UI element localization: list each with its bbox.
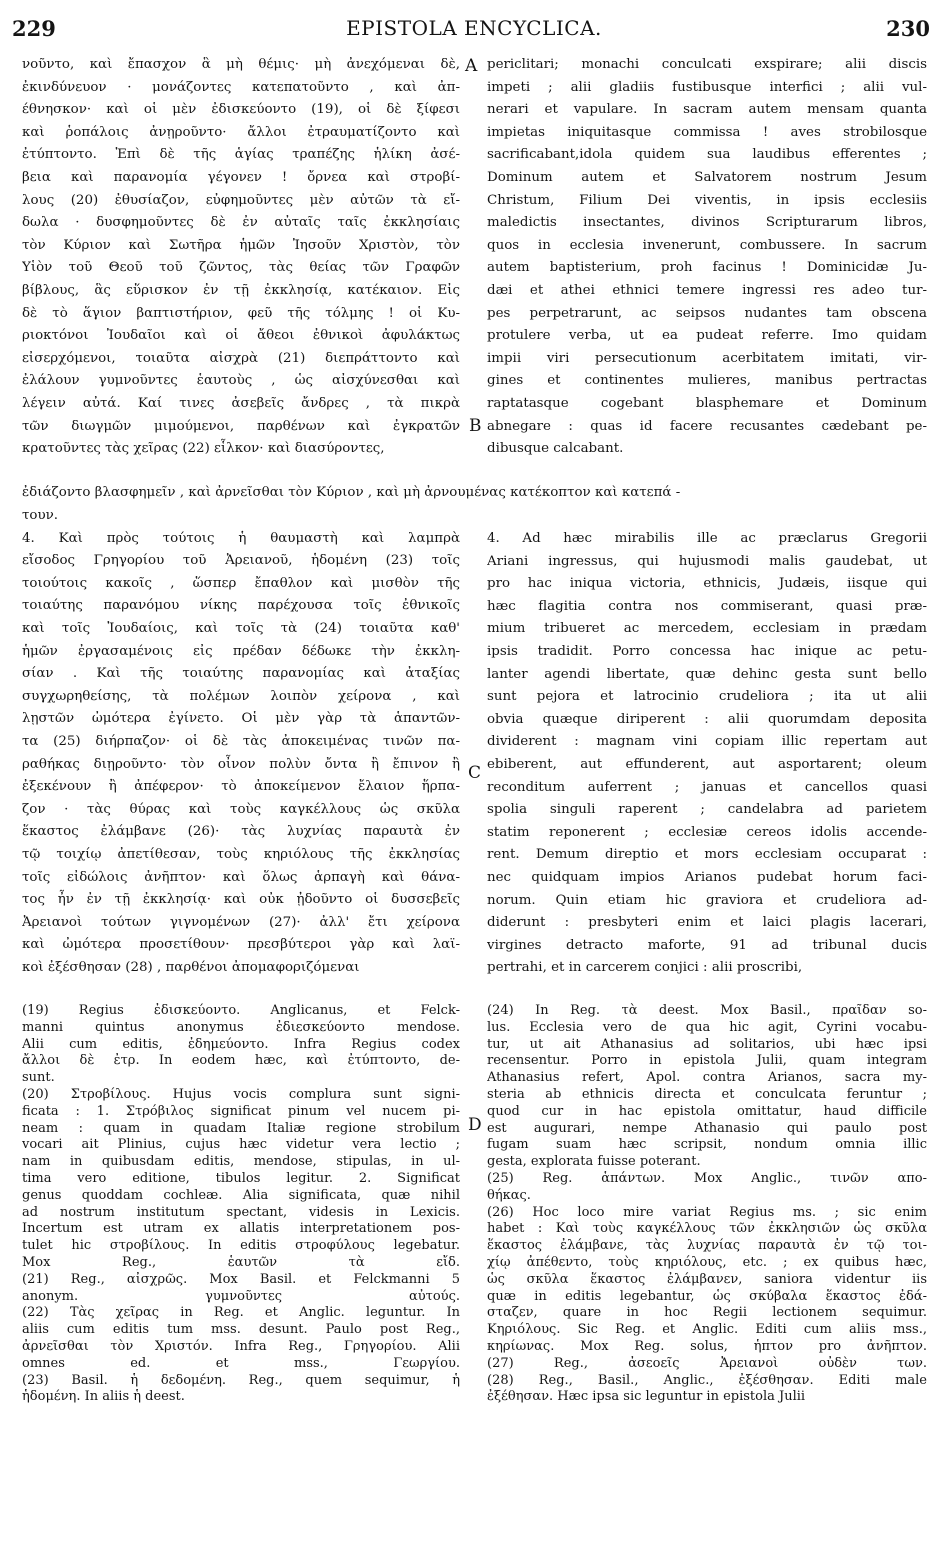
latin-text-line: rent. Demum direptio et mors ecclesiam occuparat :: [487, 847, 927, 863]
latin-text-line: impeti ; alii gladiis fustibusque interfici ; alii vul-: [487, 79, 927, 95]
latin-text-line: raptatasque cogebant blasphemare et Dominum: [487, 395, 927, 411]
latin-text-line: impietas iniquitasque commissa ! aves strobilosque: [487, 124, 927, 140]
greek-text-line: τοιούτοις κακοῖς , ὥσπερ ἔπαθλον καὶ μισθὸν τῆς: [22, 575, 460, 591]
latin-text-line: Ariani ingressus, qui hujusmodi malis gaudebat, ut: [487, 553, 927, 569]
greek-text-line: καὶ ῥοπάλοις ἀνῃροῦντο· ἄλλοι ἐτραυματίζοντο καὶ: [22, 124, 460, 140]
greek-text-line: καὶ τοῖς Ἰουδαίοις, καὶ τοῖς τὰ (24) τοιαῦτα καθ': [22, 620, 460, 636]
latin-text-line: Dominum autem et Salvatorem nostrum Jesum: [487, 169, 927, 185]
latin-text-line: dividerent : magnam vini copiam illic repertam aut: [487, 734, 927, 750]
footnote-line: sunt.: [22, 1070, 55, 1086]
latin-text-line: protulere verba, ut ea pudeat referre. Imo quidam: [487, 328, 927, 344]
footnote-line: habet : Καὶ τοὺς καγκέλλους τῶν ἐκκλησιῶν ὡς σκῦλα: [487, 1221, 927, 1237]
margin-marker-b: B: [469, 416, 482, 436]
latin-text-line: autem baptisterium, proh facinus ! Dominicidæ Ju-: [487, 260, 927, 276]
footnote-line: (27) Reg., ἀσεοεῖς Ἀρειανοὶ οὐδὲν των.: [487, 1355, 927, 1371]
footnote-line: ὡς σκῦλα ἕκαστος ἐλάμβανεν, saniora videntur iis: [487, 1271, 927, 1287]
footnotes-left: [22, 1003, 460, 1406]
latin-text-line: statim reponerent ; ecclesiæ cereos idolis accende-: [487, 824, 927, 840]
latin-text-line: obvia quæque diriperent : alii quorumdam deposita: [487, 711, 927, 727]
footnote-line: (24) In Reg. τὰ deest. Mox Basil., πραῖδαν so-: [487, 1003, 927, 1018]
latin-text-line: lanter agendi libertate, quæ dehinc gesta sunt bello: [487, 666, 927, 682]
footnote-line: ἡδομένη. In aliis ἡ deest.: [22, 1389, 185, 1405]
footnote-line: fugam suam hæc scripsit, nondum omnia illic: [487, 1137, 927, 1153]
latin-text-line: dibusque calcabant.: [487, 441, 624, 457]
greek-text-line: έθνησκον· καὶ οἱ μὲν ἐδισκεύοντο (19), οἱ δὲ ξίφεσι: [22, 102, 460, 118]
footnote-line: χίῳ ἀπέθεντο, τοὺς κηριόλους, etc. ; ex quibus hæc,: [487, 1254, 927, 1270]
greek-text-line: Υἱὸν τοῦ Θεοῦ τοῦ ζῶντος, τὰς θείας τῶν Γραφῶν: [22, 260, 460, 276]
latin-text-line: periclitari; monachi conculcati exspirare; alii discis: [487, 57, 927, 72]
greek-text-line: τος ἦν ἐν τῇ ἐκκλησίᾳ· καὶ οὐκ ᾐδοῦντο οἱ δυσσεβεῖς: [22, 892, 460, 908]
footnote-line: (23) Basil. ἡ δεδομένη. Reg., quem sequimur, ἡ: [22, 1372, 460, 1388]
greek-text-line: δὲ τὸ ἅγιον βαπτιστήριον, φεῦ τῆς τόλμης ! οἱ Κυ-: [22, 305, 460, 321]
footnote-line: Incertum est utram ex allatis interpretationem pos-: [22, 1221, 460, 1237]
greek-text-line: ριοκτόνοι Ἰουδαῖοι καὶ οἱ ἄθεοι ἐθνικοὶ ἀφυλάκτως: [22, 328, 460, 344]
greek-text-line: ἐτύπτοντο. Ἐπὶ δὲ τῆς ἁγίας τραπέζης ἡλίκη ἀσέ-: [22, 147, 460, 163]
latin-text-line: mium tribueret ac mercedem, ecclesiam in prædam: [487, 621, 927, 637]
greek-text-line: λέγειν αὐτά. Καί τινες ἀσεβεῖς ἄνδρες , τὰ πικρὰ: [22, 395, 460, 411]
footnote-line: tima vero editione, tibulos legitur. 2. Significat: [22, 1170, 460, 1186]
greek-text-line: εἰσερχόμενοι, τοιαῦτα αἰσχρὰ (21) διεπράττοντο καὶ: [22, 350, 460, 366]
footnote-line: Alii cum editis, ἐδημεύοντο. Infra Regius codex: [22, 1036, 460, 1052]
footnote-line: ficata : 1. Στρόβιλος significat pinum vel nucem pi-: [22, 1103, 460, 1119]
footnote-line: ἕκαστος ἐλάμβανε, τὰς λυχνίας παραυτὰ ἐν τῷ τοι-: [487, 1238, 927, 1254]
latin-text-line: reconditum auferrent ; januas et cancellos quasi: [487, 779, 927, 795]
latin-text-line: pro hac iniqua victoria, ethnicis, Judæis, iisque qui: [487, 576, 927, 592]
footnote-line: recensentur. Porro in epistola Julii, quam integram: [487, 1053, 927, 1069]
footnote-line: vocari ait Plinius, cujus hæc videtur vera lectio ;: [22, 1137, 460, 1153]
greek-text-line: δωλα · δυσφημοῦντες δὲ ἐν αὐταῖς ταῖς ἐκκλησίαις: [22, 215, 460, 231]
margin-marker-d: D: [468, 1115, 482, 1135]
latin-text-line: sacrificabant,idola quidem sua laudibus efferentes ;: [487, 147, 927, 163]
footnote-line: ad nostrum institutum spectant, videsis in Lexicis.: [22, 1204, 460, 1220]
latin-text-line: ipsis tradidit. Porro concessa hac inique ac petu-: [487, 643, 927, 659]
greek-text-line: κοὶ ἐξέσθησαν (28) , παρθένοι ἀπομαφοριζόμεναι: [22, 959, 360, 975]
footnote-line: Mox Reg., ἑαυτῶν τὰ εἴδ.: [22, 1254, 460, 1270]
latin-text-line: quos in ecclesia invenerunt, combussere. In sacrum: [487, 237, 927, 253]
greek-column-mid: [22, 505, 460, 979]
greek-text-line: λῃστῶν ὠμότερα ἐγίνετο. Οἱ μὲν γὰρ τὰ ἁπαντῶν-: [22, 711, 460, 727]
greek-text-line: συγχωρηθείσης, τὰ πολέμων λοιπὸν χείρονα , καὶ: [22, 688, 460, 704]
latin-text-line: gines et continentes mulieres, manibus pertractas: [487, 373, 927, 389]
footnote-line: steria ab ethnicis directa et conculcata feruntur ;: [487, 1086, 927, 1102]
greek-column-top: [22, 54, 460, 461]
footnote-line: θήκας.: [487, 1187, 531, 1203]
latin-text-line: abnegare : quas id facere recusantes cædebant pe-: [487, 418, 927, 434]
latin-text-line: pertrahi, et in carcerem conjici : alii proscribi,: [487, 960, 803, 976]
footnote-line: (25) Reg. ἁπάντων. Mox Anglic., τινῶν απο-: [487, 1170, 927, 1186]
latin-text-line: sunt pejora et latrocinio crudeliora ; ita ut alii: [487, 689, 927, 705]
greek-text-line: ἐκινδύνευον · μονάζοντες κατεπατοῦντο , καὶ ἀπ-: [22, 79, 460, 95]
greek-text-line: βίβλους, ἃς εὕρισκον ἐν τῇ ἐκκλησίᾳ, κατέκαιον. Εἰς: [22, 282, 460, 298]
footnote-line: (22) Τὰς χεῖρας in Reg. et Anglic. leguntur. In: [22, 1305, 460, 1321]
greek-text-line: ἐλάλουν γυμνοῦντες ἑαυτοὺς , ὡς αἰσχύνεσθαι καὶ: [22, 373, 460, 389]
footnote-line: lus. Ecclesia vero de qua hic agit, Cyrini vocabu-: [487, 1019, 927, 1035]
greek-text-line: τῶν διωγμῶν μιμούμενοι, παρθένων καὶ ἐγκρατῶν: [22, 418, 460, 434]
footnote-line: anonym. γυμνοῦντες αὐτούς.: [22, 1288, 460, 1304]
greek-text-line: εἴσοδος Γρηγορίου τοῦ Ἀρειανοῦ, ἡδομένη (23) τοῖς: [22, 553, 460, 569]
greek-text-line: βεια καὶ παρανομία γέγονεν ! ὄρνεα καὶ στροβί-: [22, 169, 460, 185]
latin-text-line: nec quidquam impios Arianos pudebat horum faci-: [487, 869, 927, 885]
footnote-line: manni quintus anonymus ἐδιεσκεύοντο mendose.: [22, 1019, 460, 1035]
latin-text-line: diderunt : presbyteri enim et laici plagis lacerari,: [487, 915, 927, 931]
footnote-line: Κηριόλους. Sic Reg. et Anglic. Editi cum aliis mss.,: [487, 1322, 927, 1338]
greek-text-line: ἡμῶν ἐργασαμένοις εἰς πρέδαν δέδωκε τὴν ἐκκλη-: [22, 643, 460, 659]
footnote-line: est augurari, nempe Athanasio qui paulo post: [487, 1120, 927, 1136]
greek-text-line: ζον · τὰς θύρας καὶ τοὺς καγκέλλους ὡς σκῦλα: [22, 801, 460, 817]
footnote-line: quod cur in hac epistola omittatur, haud difficile: [487, 1103, 927, 1119]
latin-text-line: norum. Quin etiam hic graviora et crudeliora ad-: [487, 892, 927, 908]
page-header: [0, 16, 948, 48]
running-title: EPISTOLA ENCYCLICA.: [346, 16, 602, 40]
page-number-left: 229: [12, 16, 56, 41]
latin-text-line: impii viri persecutionum acerbitatem imitati, vir-: [487, 350, 927, 366]
greek-text-line: καὶ ὠμότερα προσετίθουν· πρεσβύτεροι γὰρ καὶ λαϊ-: [22, 937, 460, 953]
footnote-line: ἄλλοι δὲ ἐτρ. In eodem hæc, καὶ ἐτύπτοντο, de-: [22, 1053, 460, 1069]
footnote-line: genus quoddam cochleæ. Alia significata, quæ nihil: [22, 1187, 460, 1203]
latin-text-line: pes perpetrarunt, ac seipsos nudantes tam obscena: [487, 305, 927, 321]
greek-text-line: λους (20) ἐθυσίαζον, εὐφημοῦντες μὲν αὐτῶν τὰ εἴ-: [22, 192, 460, 208]
footnote-line: gesta, explorata fuisse poterant.: [487, 1154, 701, 1170]
greek-text-line: Ἀρειανοὶ τούτων γιγνομένων (27)· ἀλλ' ἔτι χείρονα: [22, 914, 460, 930]
latin-text-line: 4. Ad hæc mirabilis ille ac præclarus Gregorii: [487, 531, 927, 546]
greek-text-line: 4. Καὶ πρὸς τούτοις ἡ θαυμαστὴ καὶ λαμπρὰ: [22, 530, 460, 546]
footnote-line: (26) Hoc loco mire variat Regius ms. ; sic enim: [487, 1204, 927, 1220]
footnote-line: neam : quam in quadam Italiæ regione strobilum: [22, 1120, 460, 1136]
footnote-line: Athanasius refert, Apol. contra Arianos, sacra my-: [487, 1070, 927, 1086]
footnote-line: aliis cum editis tum mss. desunt. Paulo post Reg.,: [22, 1322, 460, 1338]
footnote-line: (28) Reg., Basil., Anglic., ἐξέσθησαν. Editi male: [487, 1372, 927, 1388]
latin-column-top: [487, 54, 927, 461]
greek-text-line: τὸν Κύριον καὶ Σωτῆρα ἡμῶν Ἰησοῦν Χριστὸν, τὸν: [22, 237, 460, 253]
greek-text-line: τοιαύτης παρανόμου νίκης παρέχουσα τοῖς ἐθνικοῖς: [22, 598, 460, 614]
latin-text-line: hæc flagitia contra nos commiserant, quasi præ-: [487, 598, 927, 614]
footnote-line: omnes ed. et mss., Γεωργίου.: [22, 1355, 460, 1371]
margin-marker-c: C: [468, 763, 482, 783]
greek-text-line: τουν.: [22, 508, 59, 523]
footnotes-right: [487, 1003, 927, 1406]
footnote-line: ἐξέθησαν. Hæc ipsa sic leguntur in epistola Julii: [487, 1389, 806, 1405]
greek-text-line: σίαν . Καὶ τῆς τοιαύτης παρανομίας καὶ ἀταξίας: [22, 666, 460, 682]
footnote-line: (20) Στροβίλους. Hujus vocis complura sunt signi-: [22, 1086, 460, 1102]
footnote-line: quæ in editis legebantur, ὡς σκύβαλα ἕκαστος ἐδά-: [487, 1288, 927, 1304]
greek-text-line: ἐξεκένουν ἢ ἀπέφερον· τὸ ἀποκείμενον ἔλαιον ἥρπα-: [22, 779, 460, 795]
greek-text-line: τῷ τοιχίῳ ἀπετίθεσαν, τοὺς κηριόλους τῆς ἐκκλησίας: [22, 846, 460, 862]
footnote-line: nam in quibusdam editis, mendose, stipulas, in ul-: [22, 1154, 460, 1170]
greek-text-line: ἕκαστος ἐλάμβανε (26)· τὰς λυχνίας παραυτὰ ἐν: [22, 824, 460, 840]
greek-text-line: κρατοῦντες τὰς χεῖρας (22) εἷλκον· καὶ διασύροντες,: [22, 441, 385, 457]
greek-text-line: τα (25) διήρπαζον· οἱ δὲ τὰς ἀποκειμένας τινῶν πα-: [22, 733, 460, 749]
footnote-line: κηρίωνας. Mox Reg. solus, ἧπτον pro ἀνῆπτον.: [487, 1338, 927, 1354]
footnote-line: (21) Reg., αἰσχρῶς. Mox Basil. et Felckmanni 5: [22, 1271, 460, 1287]
footnote-line: ἀρνεῖσθαι τὸν Χριστόν. Infra Reg., Γρηγορίου. Alii: [22, 1338, 460, 1354]
latin-text-line: spolia singuli raperent ; candelabra ad parietem: [487, 802, 927, 818]
latin-text-line: ebiberent, aut effunderent, aut asportarent; oleum: [487, 756, 927, 772]
footnote-line: tulet hic στροβίλους. In editis στροφύλους legebatur.: [22, 1238, 460, 1254]
latin-text-line: maledictis insectantes, divinos Scripturarum libros,: [487, 215, 927, 231]
footnote-line: (19) Regius ἐδισκεύοντο. Anglicanus, et Felck-: [22, 1003, 460, 1018]
latin-text-line: nerari et vapulare. In sacram autem mensam quanta: [487, 102, 927, 118]
greek-text-line: τοῖς εἰδώλοις ἀνῆπτον· καὶ ὅλως ἁρπαγὴ καὶ θάνα-: [22, 869, 460, 885]
footnote-line: tur, ut ait Athanasius ad solitarios, ubi hæc ipsi: [487, 1036, 927, 1052]
margin-marker-a: A: [465, 56, 478, 76]
footnote-line: σταζεν, quare in hoc Regii lectionem sequimur.: [487, 1305, 927, 1321]
latin-text-line: virgines detracto maforte, 91 ad tribunal ducis: [487, 937, 927, 953]
spanning-greek-line: ἐδιάζοντο βλασφημεῖν , καὶ ἀρνεῖσθαι τὸν Κύριον , καὶ μὴ ἀρνουμένας κατέκοπτον καὶ κατεπά -: [22, 485, 681, 500]
latin-text-line: dæi et athei ethnici temere ingressi res adeo tur-: [487, 282, 927, 298]
latin-column-mid: [487, 528, 927, 980]
latin-text-line: Christum, Filium Dei viventis, in ipsis ecclesiis: [487, 192, 927, 208]
greek-text-line: ραθήκας διῃροῦντο· τὸν οἶνον πολὺν ὄντα ἢ ἔπινον ἢ: [22, 756, 460, 772]
greek-text-line: νοῦντο, καὶ ἔπασχον ἃ μὴ θέμις· μὴ ἀνεχόμεναι δὲ,: [22, 57, 460, 72]
page-number-right: 230: [886, 16, 930, 41]
